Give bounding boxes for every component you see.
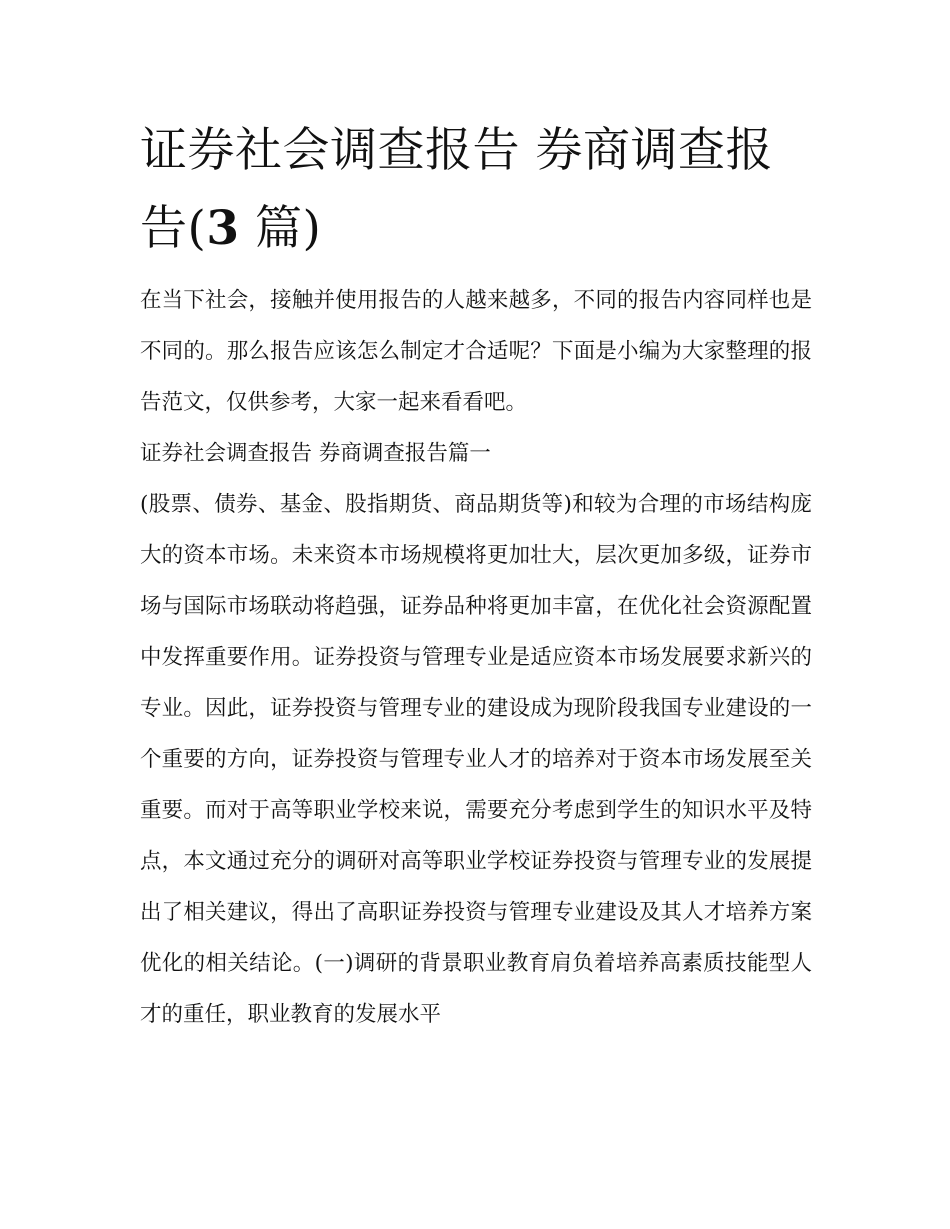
title-line-1: 证券社会调查报告 券商调查报 bbox=[140, 123, 773, 178]
document-content bbox=[140, 112, 812, 1040]
title-line-2-number: 3 bbox=[206, 201, 240, 256]
document-title bbox=[140, 112, 812, 268]
section-heading: 证券社会调查报告 券商调查报告篇一 bbox=[140, 441, 491, 466]
title-line-2-prefix: 告( bbox=[140, 201, 207, 256]
title-line-2-suffix: 篇) bbox=[239, 201, 322, 256]
body-paragraph: (股票、债券、基金、股指期货、商品期货等)和较为合理的市场结构庞大的资本市场。未来资本市场规模将更加壮大，层次更加多级，证券市场与国际市场联动将趋强，证券品种将更加丰富，在优化社会资源配置中发挥重要作用。证券投资与管理专业是适应资本市场发展要求新兴的专业。因此，证券投资与管理专业的建设成为现阶段我国专业建设的一个重要的方向，证券投资与管理专业人才的培养对于资本市场发展至关重要。而对于高等职业学校来说，需要充分考虑到学生的知识水平及特点，本文通过充分的调研对高等职业学校证券投资与管理专业的发展提出了相关建议，得出了高职证券投资与管理专业建设及其人才培养方案优化的相关结论。(一)调研的背景职业教育肩负着培养高素质技能型人才的重任，职业教育的发展水平 bbox=[140, 492, 812, 1027]
intro-paragraph: 在当下社会，接触并使用报告的人越来越多，不同的报告内容同样也是不同的。那么报告应该怎么制定才合适呢？下面是小编为大家整理的报告范文，仅供参考，大家一起来看看吧。 bbox=[140, 288, 812, 415]
